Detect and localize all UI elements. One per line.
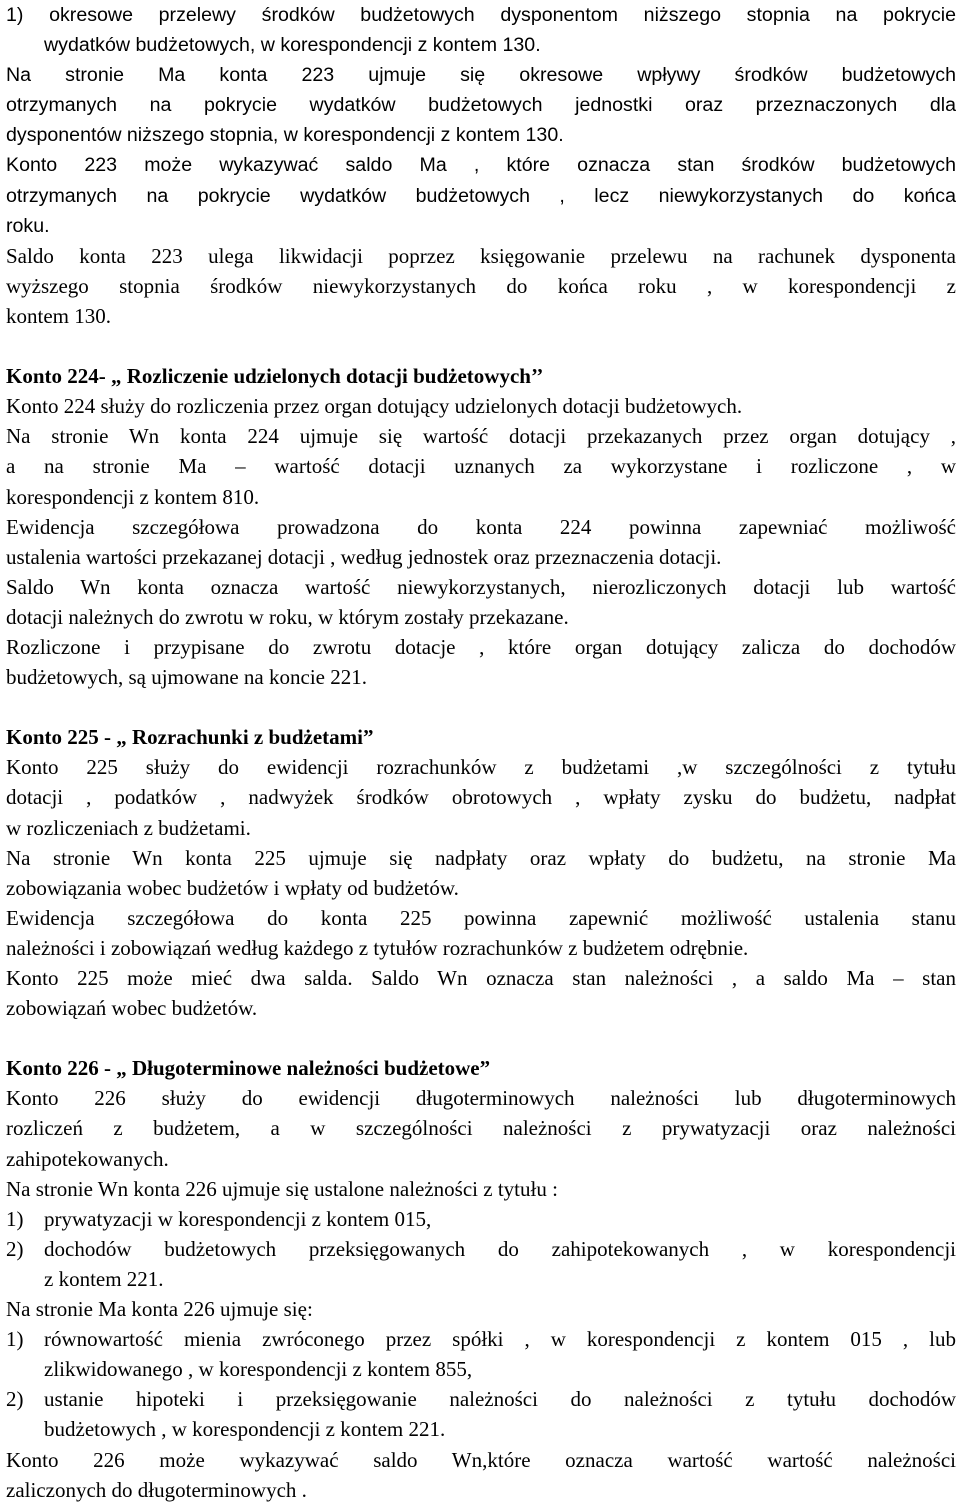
- section-heading: Konto 225 - „ Rozrachunki z budżetami”: [6, 725, 374, 750]
- list-number: 2): [6, 1236, 24, 1261]
- text-line: korespondencji z kontem 810.: [6, 484, 260, 509]
- text-line: Konto 224 służy do rozliczenia przez organ dotujący udzielonych dotacji budżetowych.: [6, 394, 743, 419]
- blank-line: [6, 331, 956, 361]
- text-line: Konto 225 służy do ewidencji rozrachunków z budżetami ,w szczególności z tytułu: [6, 755, 956, 780]
- text-line: dotacji , podatków , nadwyżek środków obrotowych , wpłaty zysku do budżetu, nadpłat: [6, 785, 956, 810]
- text-line: 1) okresowe przelewy środków budżetowych dysponentom niższego stopnia na pokrycie: [6, 4, 956, 26]
- text-line: z kontem 221.: [44, 1266, 164, 1291]
- text-line: Na stronie Wn konta 224 ujmuje się wartość dotacji przekazanych przez organ dotujący ,: [6, 424, 956, 449]
- list-item-text: dochodów budżetowych przeksięgowanych do zahipotekowanych , w korespondencji: [44, 1236, 956, 1261]
- text-line: [6, 1234, 956, 1264]
- section-heading: Konto 226 - „ Długoterminowe należności budżetowe”: [6, 1056, 491, 1081]
- blank-line: [6, 1023, 956, 1053]
- text-line: zobowiązań wobec budżetów.: [6, 996, 258, 1021]
- text-line: ustalenia wartości przekazanej dotacji , według jednostek oraz przeznaczenia dotacji.: [6, 544, 722, 569]
- text-line: dotacji należnych do zwrotu w roku, w którym zostały przekazane.: [6, 604, 569, 629]
- list-number: 1): [6, 1327, 24, 1352]
- list-item-text: prywatyzacji w korespondencji z kontem 015,: [44, 1206, 432, 1231]
- list-number: 1): [6, 1206, 24, 1231]
- text-line: Ewidencja szczegółowa prowadzona do konta 224 powinna zapewniać możliwość: [6, 514, 956, 539]
- text-line: kontem 130.: [6, 303, 111, 328]
- text-line: Na stronie Wn konta 226 ujmuje się ustalone należności z tytułu :: [6, 1176, 558, 1201]
- text-line: budżetowych, są ujmowane na koncie 221.: [6, 665, 367, 690]
- text-line: budżetowych , w korespondencji z kontem 221.: [44, 1417, 446, 1442]
- text-line: zlikwidowanego , w korespondencji z kontem 855,: [44, 1357, 473, 1382]
- blank-line: [6, 692, 956, 722]
- text-line: otrzymanych na pokrycie wydatków budżetowych , lecz niewykorzystanych do końca: [6, 184, 956, 207]
- list-item-text: równowartość mienia zwróconego przez spółki , w korespondencji z kontem 015 , lub: [44, 1327, 956, 1352]
- text-line: roku.: [6, 214, 50, 237]
- text-line: wydatków budżetowych, w korespondencji z kontem 130.: [44, 34, 541, 57]
- text-line: [6, 1324, 956, 1354]
- text-line: dysponentów niższego stopnia, w korespondencji z kontem 130.: [6, 124, 564, 147]
- text-line: Konto 226 może wykazywać saldo Wn,które oznacza wartość wartość należności: [6, 1447, 956, 1472]
- text-line: w rozliczeniach z budżetami.: [6, 815, 251, 840]
- text-line: zaliczonych do długoterminowych .: [6, 1477, 307, 1502]
- text-line: [6, 1204, 956, 1234]
- text-line: zobowiązania wobec budżetów i wpłaty od budżetów.: [6, 875, 459, 900]
- list-number: 2): [6, 1387, 24, 1412]
- text-line: Konto 223 może wykazywać saldo Ma , które oznacza stan środków budżetowych: [6, 154, 956, 177]
- text-line: Ewidencja szczegółowa do konta 225 powinna zapewnić możliwość ustalenia stanu: [6, 905, 956, 930]
- text-line: Konto 226 służy do ewidencji długoterminowych należności lub długoterminowych: [6, 1086, 956, 1111]
- text-line: Na stronie Wn konta 225 ujmuje się nadpłaty oraz wpłaty do budżetu, na stronie Ma: [6, 845, 956, 870]
- text-line: Na stronie Ma konta 223 ujmuje się okresowe wpływy środków budżetowych: [6, 64, 956, 87]
- text-line: wyższego stopnia środków niewykorzystanych do końca roku , w korespondencji z: [6, 273, 956, 298]
- text-line: należności i zobowiązań według każdego z tytułów rozrachunków z budżetem odrębnie.: [6, 935, 749, 960]
- text-line: rozliczeń z budżetem, a w szczególności należności z prywatyzacji oraz należności: [6, 1116, 956, 1141]
- text-line: zahipotekowanych.: [6, 1146, 169, 1171]
- text-line: Na stronie Ma konta 226 ujmuje się:: [6, 1297, 313, 1322]
- section-heading: Konto 224- „ Rozliczenie udzielonych dotacji budżetowych’’: [6, 364, 544, 389]
- text-line: a na stronie Ma – wartość dotacji uznanych za wykorzystane i rozliczone , w: [6, 454, 956, 479]
- text-line: Saldo konta 223 ulega likwidacji poprzez księgowanie przelewu na rachunek dysponenta: [6, 243, 956, 268]
- text-line: [6, 1384, 956, 1414]
- text-line: Rozliczone i przypisane do zwrotu dotacje , które organ dotujący zalicza do dochodów: [6, 634, 956, 659]
- text-line: otrzymanych na pokrycie wydatków budżetowych jednostki oraz przeznaczonych dla: [6, 94, 956, 117]
- list-item-text: ustanie hipoteki i przeksięgowanie należności do należności z tytułu dochodów: [44, 1387, 956, 1412]
- text-line: Saldo Wn konta oznacza wartość niewykorzystanych, nierozliczonych dotacji lub wartość: [6, 574, 956, 599]
- text-line: Konto 225 może mieć dwa salda. Saldo Wn oznacza stan należności , a saldo Ma – stan: [6, 966, 956, 990]
